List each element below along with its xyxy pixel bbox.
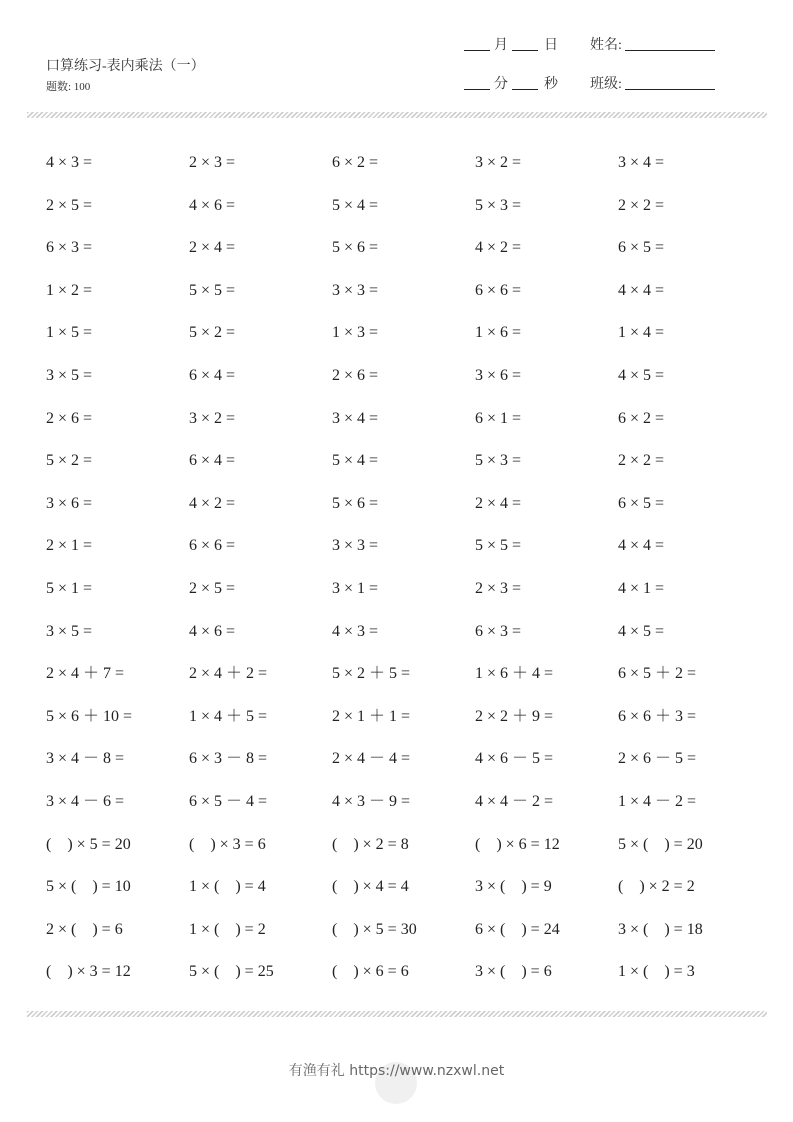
problem-cell: 3 × 2 = — [475, 154, 522, 171]
problem-cell: 4 × 2 = — [189, 494, 236, 512]
minute-blank[interactable] — [464, 89, 490, 90]
worksheet-header — [0, 0, 793, 110]
problem-cell: 3 × 3 = — [332, 537, 379, 555]
problem-cell: 1 × 2 = — [46, 281, 93, 299]
problem-cell: 5 × 4 = — [332, 452, 379, 470]
name-label: 姓名: — [590, 38, 622, 53]
problem-cell: 3 × 5 = — [46, 366, 93, 384]
problem-cell: 1 × 4 = — [618, 324, 665, 342]
problem-count: 题数: 100 — [46, 81, 91, 93]
top-divider — [27, 112, 767, 118]
problem-cell: 3 × 4 = — [618, 154, 665, 171]
name-blank[interactable] — [625, 50, 715, 51]
problem-cell: ( ) × 6 = 6 — [332, 963, 409, 981]
problem-cell: 2 × 5 = — [46, 196, 93, 214]
problem-cell: 5 × 5 = — [189, 281, 236, 299]
problem-cell: 4 × 1 = — [618, 579, 665, 597]
problem-cell: 4 × 4 = — [618, 281, 665, 299]
problem-cell: ( ) × 5 = 20 — [46, 835, 131, 853]
problem-cell: 2 × 3 = — [189, 154, 236, 171]
problem-cell: 5 × 3 = — [475, 452, 522, 470]
problem-cell: 5 × 2 = — [189, 324, 236, 342]
problem-cell: 5 × ( ) = 25 — [189, 963, 274, 981]
problem-cell: ( ) × 2 = 8 — [332, 835, 409, 853]
problem-cell: 2 × ( ) = 6 — [46, 920, 123, 938]
problem-cell: 5 × 2 = — [46, 452, 93, 470]
problem-cell: 2 × 5 = — [189, 579, 236, 597]
problem-cell: 4 × 4 － 2 = — [475, 792, 554, 810]
problem-cell: 2 × 6 － 5 = — [618, 750, 697, 768]
problem-cell: 6 × 2 = — [618, 409, 665, 427]
problem-cell: 6 × 3 = — [46, 239, 93, 257]
problem-cell: 6 × 1 = — [475, 409, 522, 427]
day-blank[interactable] — [512, 50, 538, 51]
class-label: 班级: — [590, 77, 622, 92]
problem-cell: 3 × 4 － 8 = — [46, 750, 125, 768]
problem-cell: 6 × 5 = — [618, 239, 665, 257]
problem-cell: 1 × 6 = — [475, 324, 522, 342]
problem-cell: 3 × 6 = — [475, 366, 522, 384]
class-line — [590, 73, 715, 93]
problem-cell: 2 × 1 ＋ 1 = — [332, 707, 411, 725]
day-label: 日 — [544, 38, 558, 53]
problem-cell: 4 × 3 = — [332, 622, 379, 640]
footer-url[interactable]: 有渔有礼 https://www.nzxwl.net — [288, 1063, 505, 1079]
problem-cell: 1 × 5 = — [46, 324, 93, 342]
problem-cell: 6 × 5 － 4 = — [189, 792, 268, 810]
problem-cell: 2 × 2 = — [618, 452, 665, 470]
problem-cell: 3 × ( ) = 18 — [618, 920, 703, 938]
worksheet-title: 口算练习-表内乘法（一） — [46, 59, 205, 74]
second-label: 秒 — [544, 77, 558, 92]
problem-cell: 3 × 4 － 6 = — [46, 792, 125, 810]
problem-cell: 2 × 2 ＋ 9 = — [475, 707, 554, 725]
problem-cell: 2 × 1 = — [46, 537, 93, 555]
problem-cell: 5 × 5 = — [475, 537, 522, 555]
problem-cell: 4 × 5 = — [618, 622, 665, 640]
problem-cell: 1 × 3 = — [332, 324, 379, 342]
problem-grid — [46, 142, 761, 994]
problem-cell: 4 × 6 － 5 = — [475, 750, 554, 768]
problem-cell: 5 × ( ) = 20 — [618, 835, 703, 853]
problem-cell: ( ) × 6 = 12 — [475, 835, 560, 853]
problem-cell: ( ) × 4 = 4 — [332, 878, 409, 896]
problem-cell: 1 × ( ) = 2 — [189, 920, 266, 938]
problem-cell: 3 × 5 = — [46, 622, 93, 640]
problem-cell: 4 × 6 = — [189, 196, 236, 214]
problem-cell: 6 × 4 = — [189, 452, 236, 470]
problem-cell: 6 × 5 = — [618, 494, 665, 512]
problem-cell: 1 × 4 ＋ 5 = — [189, 707, 268, 725]
problem-cell: 4 × 5 = — [618, 366, 665, 384]
problem-cell: 6 × 3 － 8 = — [189, 750, 268, 768]
problem-cell: 3 × 6 = — [46, 494, 93, 512]
problem-cell: 4 × 4 = — [618, 537, 665, 555]
problem-cell: 6 × 3 = — [475, 622, 522, 640]
time-line — [464, 73, 562, 93]
month-label: 月 — [494, 38, 508, 53]
problem-cell: 3 × ( ) = 9 — [475, 878, 552, 896]
problem-cell: 1 × ( ) = 3 — [618, 963, 695, 981]
problem-cell: ( ) × 3 = 12 — [46, 963, 131, 981]
problem-cell: 6 × 6 = — [189, 537, 236, 555]
month-blank[interactable] — [464, 50, 490, 51]
problem-cell: 5 × 2 ＋ 5 = — [332, 665, 411, 683]
problem-cell: 2 × 4 ＋ 7 = — [46, 665, 125, 683]
problem-cell: 6 × 5 ＋ 2 = — [618, 665, 697, 683]
class-blank[interactable] — [625, 89, 715, 90]
problem-cell: 5 × 6 = — [332, 239, 379, 257]
problem-cell: 4 × 6 = — [189, 622, 236, 640]
problem-cell: 3 × 1 = — [332, 579, 379, 597]
date-line — [464, 34, 562, 54]
problem-cell: 3 × 3 = — [332, 281, 379, 299]
problem-cell: 6 × 2 = — [332, 154, 379, 171]
problem-cell: 2 × 4 － 4 = — [332, 750, 411, 768]
second-blank[interactable] — [512, 89, 538, 90]
problem-cell: 2 × 6 = — [332, 366, 379, 384]
problem-cell: 2 × 4 ＋ 2 = — [189, 665, 268, 683]
problem-cell: 5 × 6 ＋ 10 = — [46, 707, 133, 725]
bottom-divider — [27, 1011, 767, 1017]
problem-cell: 1 × 6 ＋ 4 = — [475, 665, 554, 683]
problem-cell: 2 × 4 = — [189, 239, 236, 257]
problem-cell: 4 × 3 = — [46, 154, 93, 171]
problem-cell: ( ) × 5 = 30 — [332, 920, 417, 938]
problem-cell: 6 × 6 = — [475, 281, 522, 299]
problem-cell: 3 × 2 = — [189, 409, 236, 427]
problem-cell: 2 × 2 = — [618, 196, 665, 214]
problem-cell: 2 × 3 = — [475, 579, 522, 597]
problem-cell: 6 × 6 ＋ 3 = — [618, 707, 697, 725]
problem-cell: 3 × 4 = — [332, 409, 379, 427]
name-line — [590, 34, 715, 54]
problem-cell: 3 × ( ) = 6 — [475, 963, 552, 981]
problem-cell: 5 × 4 = — [332, 196, 379, 214]
problem-cell: 4 × 2 = — [475, 239, 522, 257]
problem-cell: 5 × 3 = — [475, 196, 522, 214]
problem-cell: 6 × ( ) = 24 — [475, 920, 560, 938]
problem-cell: 1 × 4 － 2 = — [618, 792, 697, 810]
problem-cell: 2 × 4 = — [475, 494, 522, 512]
problem-cell: 1 × ( ) = 4 — [189, 878, 266, 896]
problem-cell: ( ) × 2 = 2 — [618, 878, 695, 896]
problem-cell: 2 × 6 = — [46, 409, 93, 427]
problem-cell: 5 × 6 = — [332, 494, 379, 512]
problem-cell: ( ) × 3 = 6 — [189, 835, 266, 853]
problem-cell: 5 × 1 = — [46, 579, 93, 597]
problem-cell: 4 × 3 － 9 = — [332, 792, 411, 810]
problem-cell: 5 × ( ) = 10 — [46, 878, 131, 896]
problem-cell: 6 × 4 = — [189, 366, 236, 384]
minute-label: 分 — [494, 77, 508, 92]
